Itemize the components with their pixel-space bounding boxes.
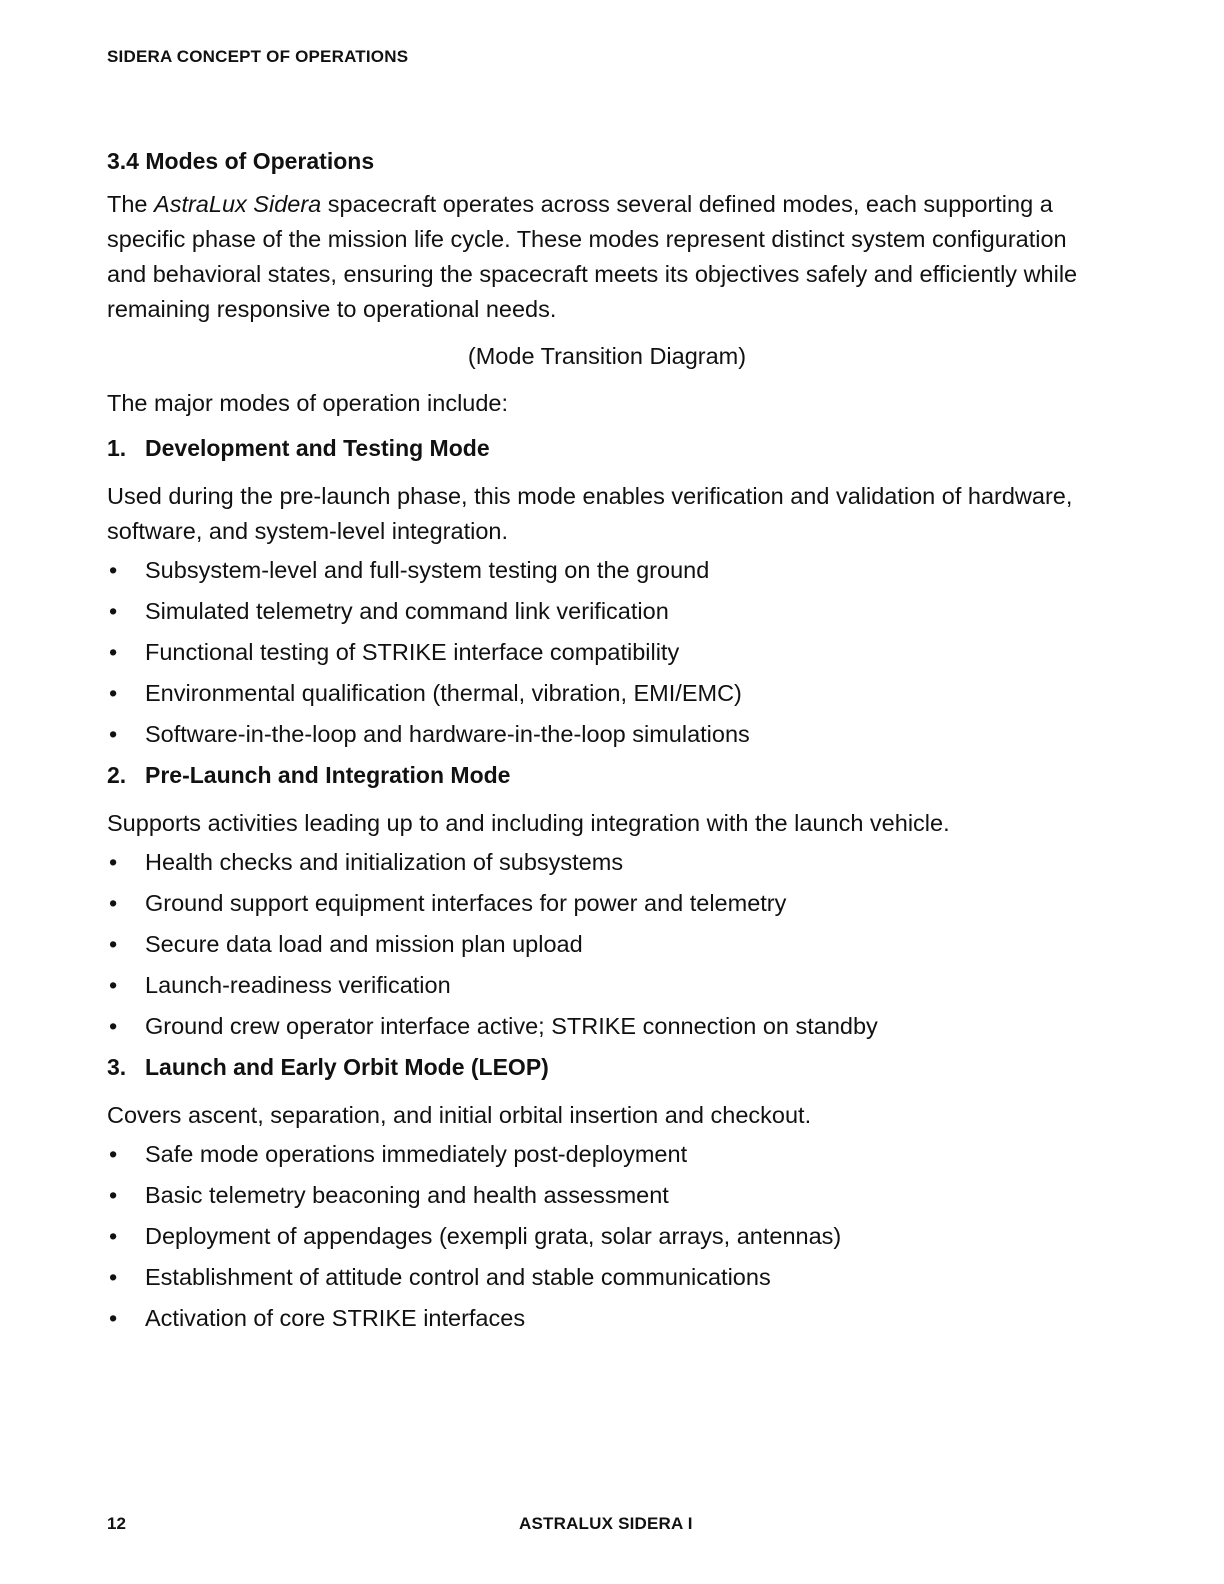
list-item — [107, 596, 1107, 626]
mode-block — [107, 760, 1107, 1041]
running-header: SIDERA CONCEPT OF OPERATIONS — [107, 47, 409, 66]
mode-heading — [107, 760, 1107, 790]
bullet-icon: • — [109, 598, 118, 624]
page-number: 12 — [107, 1514, 126, 1533]
list-item-text: Health checks and initialization of subsystems — [145, 849, 624, 875]
bullet-icon: • — [109, 1305, 118, 1331]
list-item-text: Establishment of attitude control and stable communications — [145, 1264, 771, 1290]
list-item — [107, 678, 1107, 708]
bullet-icon: • — [109, 931, 118, 957]
mode-title: Pre-Launch and Integration Mode — [145, 762, 511, 788]
bullet-icon: • — [109, 1264, 118, 1290]
bullet-icon: • — [109, 557, 118, 583]
modes-list-intro: The major modes of operation include: — [107, 390, 509, 416]
footer-document-title: ASTRALUX SIDERA I — [519, 1514, 693, 1533]
mode-title: Launch and Early Orbit Mode (LEOP) — [145, 1054, 549, 1080]
list-item — [107, 1303, 1107, 1333]
bullet-icon: • — [109, 680, 118, 706]
bullet-icon: • — [109, 639, 118, 665]
mode-number: 1. — [107, 435, 127, 461]
mode-number: 3. — [107, 1054, 127, 1080]
diagram-caption: (Mode Transition Diagram) — [467, 343, 747, 369]
list-item-text: Secure data load and mission plan upload — [145, 931, 583, 957]
mode-block — [107, 433, 1107, 749]
list-item-text: Ground support equipment interfaces for power and telemetry — [145, 890, 787, 916]
spacecraft-name: AstraLux Sidera — [154, 191, 322, 217]
list-item-text: Simulated telemetry and command link verification — [145, 598, 669, 624]
mode-description: Used during the pre-launch phase, this mode enables verification and validation of hardware, software, and system-level integration. — [107, 483, 1073, 544]
bullet-icon: • — [109, 1013, 118, 1039]
list-item — [107, 888, 1107, 918]
list-item-text: Software-in-the-loop and hardware-in-the-loop simulations — [145, 721, 750, 747]
list-item-text: Functional testing of STRIKE interface compatibility — [145, 639, 680, 665]
mode-number: 2. — [107, 762, 127, 788]
list-item — [107, 719, 1107, 749]
list-item — [107, 1221, 1107, 1251]
list-item — [107, 929, 1107, 959]
mode-bullet-list — [107, 1139, 1107, 1333]
mode-heading — [107, 1052, 1107, 1082]
list-item — [107, 637, 1107, 667]
mode-description: Covers ascent, separation, and initial orbital insertion and checkout. — [107, 1102, 812, 1128]
mode-bullet-list — [107, 555, 1107, 749]
list-item — [107, 1011, 1107, 1041]
list-item-text: Deployment of appendages (exempli grata, solar arrays, antennas) — [145, 1223, 842, 1249]
list-item-text: Subsystem-level and full-system testing on the ground — [145, 557, 710, 583]
mode-description: Supports activities leading up to and including integration with the launch vehicle. — [107, 810, 950, 836]
list-item-text: Launch-readiness verification — [145, 972, 451, 998]
list-item — [107, 1262, 1107, 1292]
list-item-text: Safe mode operations immediately post-deployment — [145, 1141, 688, 1167]
list-item — [107, 555, 1107, 585]
mode-block — [107, 1052, 1107, 1333]
intro-prefix: The — [107, 191, 155, 217]
bullet-icon: • — [109, 1141, 118, 1167]
list-item-text: Environmental qualification (thermal, vibration, EMI/EMC) — [145, 680, 742, 706]
bullet-icon: • — [109, 1223, 118, 1249]
mode-bullet-list — [107, 847, 1107, 1041]
list-item-text: Ground crew operator interface active; STRIKE connection on standby — [145, 1013, 878, 1039]
list-item — [107, 1180, 1107, 1210]
intro-text: spacecraft operates across several defined modes, each supporting a specific phase of the mission life cycle. These modes represent distinct system configuration and behavioral states, ensuring the spacecraft meets its objectives safely and efficiently while remaining responsive to operational needs. — [107, 191, 1078, 322]
bullet-icon: • — [109, 849, 118, 875]
mode-heading — [107, 433, 1107, 463]
list-item-text: Activation of core STRIKE interfaces — [145, 1305, 526, 1331]
list-item — [107, 847, 1107, 877]
page-content — [107, 146, 1107, 1344]
mode-title: Development and Testing Mode — [145, 435, 490, 461]
list-item — [107, 970, 1107, 1000]
bullet-icon: • — [109, 721, 118, 747]
bullet-icon: • — [109, 1182, 118, 1208]
section-title: 3.4 Modes of Operations — [107, 148, 375, 174]
intro-paragraph — [107, 187, 1107, 327]
list-item — [107, 1139, 1107, 1169]
bullet-icon: • — [109, 972, 118, 998]
bullet-icon: • — [109, 890, 118, 916]
list-item-text: Basic telemetry beaconing and health assessment — [145, 1182, 669, 1208]
